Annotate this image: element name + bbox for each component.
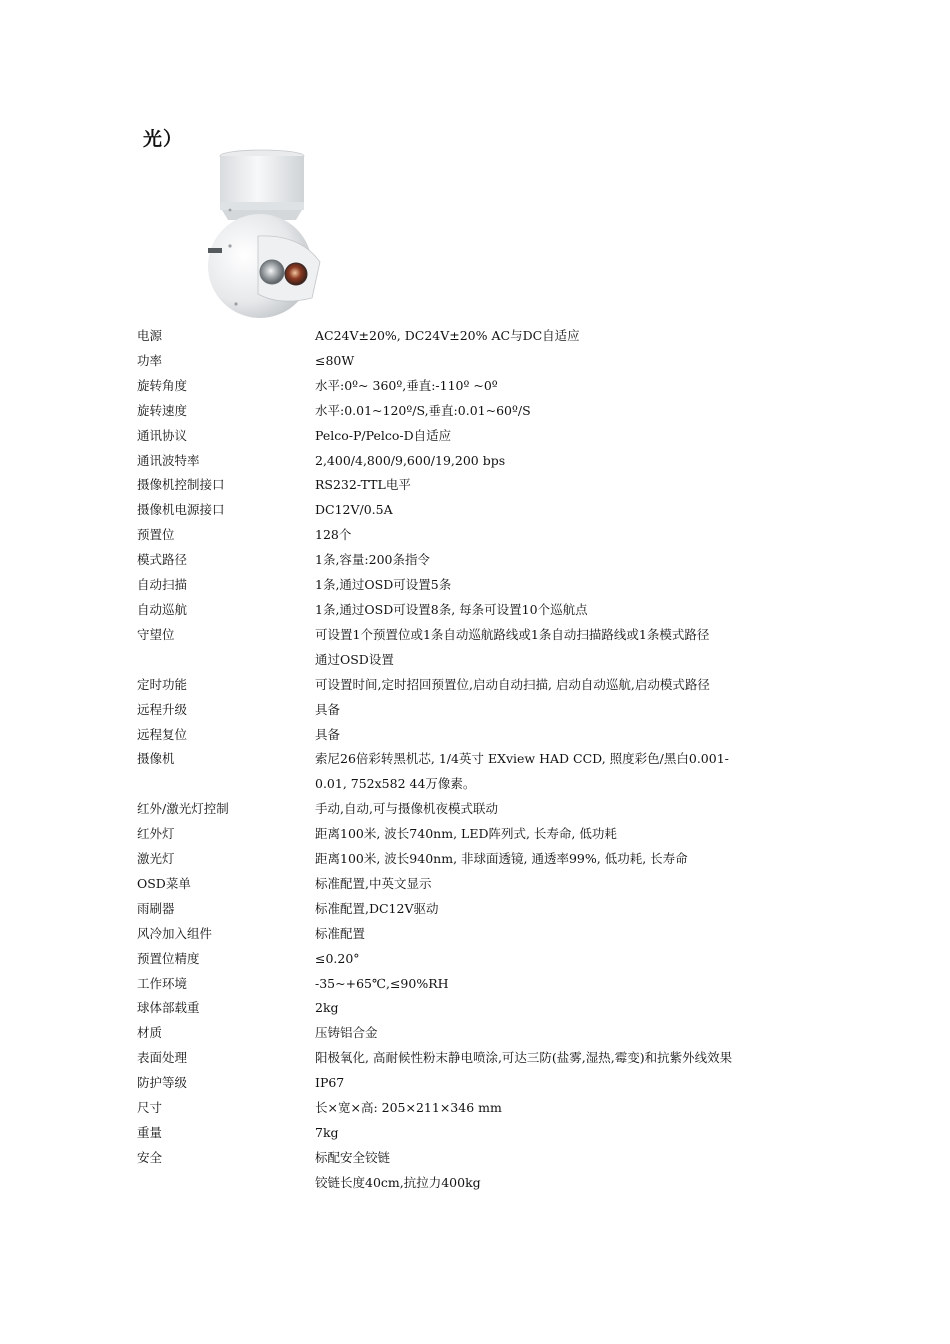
spec-value-line: DC12V/0.5A <box>315 502 393 518</box>
spec-value-line: 阳极氧化, 高耐候性粉末静电喷涂,可达三防(盐雾,湿热,霉变)和抗紫外线效果 <box>315 1050 733 1066</box>
spec-value <box>315 523 837 548</box>
spec-value <box>315 374 837 399</box>
spec-value-line: 具备 <box>315 726 341 742</box>
spec-label: 摄像机电源接口 <box>137 502 225 518</box>
spec-value <box>315 897 837 922</box>
spec-row <box>137 698 837 723</box>
spec-table <box>137 324 837 1196</box>
spec-label: 雨刷器 <box>137 900 175 916</box>
spec-row <box>137 523 837 548</box>
spec-value-line: 2kg <box>315 1000 339 1016</box>
spec-value <box>315 673 837 698</box>
spec-value <box>315 1121 837 1146</box>
spec-value-line: ≤0.20° <box>315 950 360 966</box>
spec-label: 自动扫描 <box>137 577 188 593</box>
spec-row <box>137 822 837 847</box>
spec-value-line: ≤80W <box>315 352 355 368</box>
spec-label: 远程复位 <box>137 726 188 742</box>
spec-value-line: -35~+65℃,≤90%RH <box>315 975 449 991</box>
spec-row <box>137 548 837 573</box>
spec-row <box>137 1071 837 1096</box>
spec-row <box>137 972 837 997</box>
spec-row <box>137 623 837 673</box>
spec-value <box>315 698 837 723</box>
spec-label: 定时功能 <box>137 676 188 692</box>
spec-value-line: 距离100米, 波长940nm, 非球面透镜, 通透率99%, 低功耗, 长寿命 <box>315 851 688 867</box>
spec-value <box>315 747 837 797</box>
spec-label: 摄像机控制接口 <box>137 477 225 493</box>
spec-value-line: 1条,通过OSD可设置8条, 每条可设置10个巡航点 <box>315 601 588 617</box>
spec-value-line: 可设置时间,定时招回预置位,启动自动扫描, 启动自动巡航,启动模式路径 <box>315 676 710 692</box>
spec-label: 通讯协议 <box>137 427 188 443</box>
spec-value <box>315 573 837 598</box>
spec-row <box>137 598 837 623</box>
spec-row <box>137 947 837 972</box>
spec-value-line: Pelco-P/Pelco-D自适应 <box>315 427 452 443</box>
spec-value <box>315 424 837 449</box>
spec-label: 表面处理 <box>137 1050 188 1066</box>
spec-label: OSD菜单 <box>137 875 191 891</box>
spec-label: 旋转速度 <box>137 402 188 418</box>
spec-label: 材质 <box>137 1025 163 1041</box>
spec-row <box>137 573 837 598</box>
spec-value <box>315 399 837 424</box>
spec-row <box>137 1096 837 1121</box>
spec-value-line: 索尼26倍彩转黑机芯, 1/4英寸 EXview HAD CCD, 照度彩色/黑白0.001- <box>315 751 729 767</box>
spec-value-line: 1条,容量:200条指令 <box>315 552 430 568</box>
spec-value <box>315 623 837 673</box>
spec-row <box>137 922 837 947</box>
spec-row <box>137 324 837 349</box>
spec-row <box>137 473 837 498</box>
spec-value-line: AC24V±20%, DC24V±20% AC与DC自适应 <box>315 328 580 343</box>
spec-value <box>315 449 837 474</box>
spec-label: 工作环境 <box>137 975 188 991</box>
spec-row <box>137 797 837 822</box>
spec-value-line: 距离100米, 波长740nm, LED阵列式, 长寿命, 低功耗 <box>315 826 617 842</box>
spec-label: 尺寸 <box>137 1100 163 1116</box>
spec-value-line: 长×宽×高: 205×211×346 mm <box>315 1100 502 1116</box>
spec-label: 红外/激光灯控制 <box>137 801 229 817</box>
spec-label: 通讯波特率 <box>137 452 200 468</box>
spec-value <box>315 548 837 573</box>
spec-value-line: 铰链长度40cm,抗拉力400kg <box>315 1174 481 1190</box>
spec-value-line: 标配安全铰链 <box>315 1149 391 1165</box>
spec-row <box>137 723 837 748</box>
spec-label: 风冷加入组件 <box>137 925 213 941</box>
spec-value-line: IP67 <box>315 1075 345 1091</box>
spec-row <box>137 424 837 449</box>
spec-value <box>315 996 837 1021</box>
spec-value <box>315 1096 837 1121</box>
spec-row <box>137 349 837 374</box>
section-heading: 光） <box>143 128 184 150</box>
spec-value-line: 标准配置,DC12V驱动 <box>315 900 439 916</box>
spec-row <box>137 872 837 897</box>
spec-label: 预置位精度 <box>137 950 200 966</box>
spec-value-line: 具备 <box>315 701 341 717</box>
spec-value <box>315 822 837 847</box>
spec-row <box>137 1021 837 1046</box>
spec-value <box>315 1021 837 1046</box>
spec-label: 重量 <box>137 1125 163 1140</box>
spec-value <box>315 872 837 897</box>
spec-row <box>137 673 837 698</box>
spec-row <box>137 1146 837 1196</box>
spec-row <box>137 1121 837 1146</box>
spec-value <box>315 847 837 872</box>
spec-value <box>315 498 837 523</box>
spec-row <box>137 897 837 922</box>
spec-row <box>137 399 837 424</box>
spec-row <box>137 498 837 523</box>
spec-value-line: 7kg <box>315 1125 339 1140</box>
spec-value-line: 2,400/4,800/9,600/19,200 bps <box>315 452 506 468</box>
spec-label: 安全 <box>137 1149 163 1165</box>
spec-label: 摄像机 <box>137 751 175 767</box>
spec-value-line: 通过OSD设置 <box>315 651 394 667</box>
spec-value-line: 128个 <box>315 527 352 543</box>
spec-value-line: 0.01, 752x582 44万像素。 <box>315 776 476 792</box>
spec-value <box>315 324 837 349</box>
spec-row <box>137 847 837 872</box>
spec-value-line: 手动,自动,可与摄像机夜模式联动 <box>315 801 498 817</box>
spec-label: 电源 <box>137 328 163 343</box>
camera-product-image <box>200 148 330 326</box>
spec-value <box>315 723 837 748</box>
spec-label: 自动巡航 <box>137 601 188 617</box>
spec-row <box>137 374 837 399</box>
spec-label: 功率 <box>137 352 163 368</box>
spec-value-line: 标准配置,中英文显示 <box>315 875 432 891</box>
spec-value-line: 压铸铝合金 <box>315 1025 378 1041</box>
spec-row <box>137 747 837 797</box>
spec-value-line: 水平:0º~ 360º,垂直:-110º ~0º <box>315 377 498 393</box>
spec-row <box>137 449 837 474</box>
spec-label: 预置位 <box>137 527 175 543</box>
spec-value <box>315 947 837 972</box>
spec-label: 守望位 <box>137 626 175 642</box>
spec-label: 红外灯 <box>137 826 175 842</box>
spec-value <box>315 922 837 947</box>
spec-value <box>315 1071 837 1096</box>
spec-value <box>315 1146 837 1196</box>
spec-value <box>315 473 837 498</box>
spec-row <box>137 1046 837 1071</box>
spec-value-line: RS232-TTL电平 <box>315 477 411 493</box>
spec-label: 球体部载重 <box>137 1000 200 1016</box>
spec-value <box>315 972 837 997</box>
spec-label: 远程升级 <box>137 701 188 717</box>
spec-row <box>137 996 837 1021</box>
spec-value <box>315 598 837 623</box>
spec-label: 防护等级 <box>137 1075 188 1091</box>
spec-value-line: 标准配置 <box>315 925 366 941</box>
spec-value <box>315 797 837 822</box>
spec-label: 激光灯 <box>137 851 175 867</box>
spec-label: 模式路径 <box>137 552 188 568</box>
spec-value <box>315 1046 837 1071</box>
spec-value-line: 可设置1个预置位或1条自动巡航路线或1条自动扫描路线或1条模式路径 <box>315 626 710 642</box>
spec-value-line: 水平:0.01~120º/S,垂直:0.01~60º/S <box>315 402 531 418</box>
spec-label: 旋转角度 <box>137 377 188 393</box>
spec-value-line: 1条,通过OSD可设置5条 <box>315 577 452 593</box>
spec-value <box>315 349 837 374</box>
